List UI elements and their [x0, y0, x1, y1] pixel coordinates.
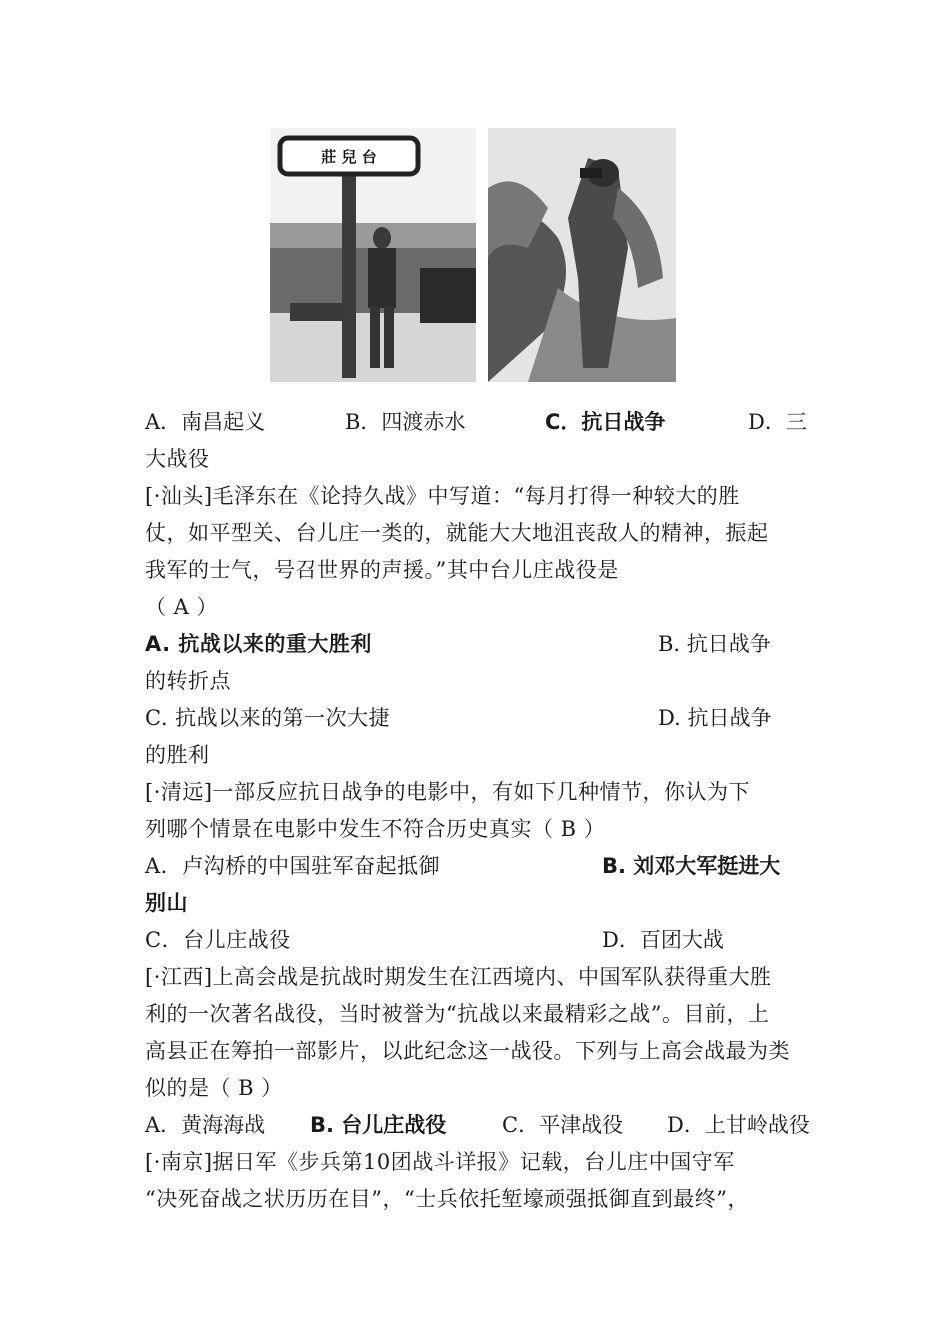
nanjing-stem-line-1: [·南京]据日军《步兵第10团战斗详报》记载，台儿庄中国守军: [145, 1150, 735, 1174]
jiangxi-stem-line-4: 似的是（ B ）: [145, 1076, 283, 1100]
jiangxi-option-c: C．平津战役: [502, 1113, 624, 1137]
jiangxi-stem-line-3: 高县正在筹拍一部影片，以此纪念这一战役。下列与上高会战最为类: [145, 1039, 790, 1063]
jiangxi-stem-line-2: 利的一次著名战役，当时被誉为“抗战以来最精彩之战”。目前，上: [145, 1002, 770, 1026]
qingyuan-stem-line-2: 列哪个情景在电影中发生不符合历史真实（ B ）: [145, 817, 606, 841]
nanjing-stem-line-2: “决死奋战之状历历在目”，“士兵依托堑壕顽强抵御直到最终”，: [145, 1187, 749, 1211]
jiangxi-stem-line-1: [·江西]上高会战是抗战时期发生在江西境内、中国军队获得重大胜: [145, 965, 772, 989]
qingyuan-stem-line-1: [·清远]一部反应抗日战争的电影中，有如下几种情节，你认为下: [145, 780, 751, 804]
shantou-answer: （ A ）: [145, 595, 219, 619]
prev-option-a: A．南昌起义: [145, 410, 266, 434]
jiangxi-option-d: D．上甘岭战役: [667, 1113, 810, 1137]
qingyuan-option-b-answer: B. 刘邓大军挺进大: [602, 854, 781, 878]
prev-option-d-cont: 大战役: [145, 447, 210, 471]
qingyuan-option-d: D．百团大战: [602, 928, 724, 952]
shantou-stem-line-2: 仗，如平型关、台儿庄一类的，就能大大地沮丧敌人的精神，振起: [145, 521, 769, 545]
prev-option-d: D．三: [748, 410, 807, 434]
jiangxi-option-a: A．黄海海战: [145, 1113, 266, 1137]
soldier-binoculars-photo: [488, 128, 676, 382]
sign-text: 莊 兒 台: [321, 148, 377, 166]
qingyuan-option-b-cont: 别山: [145, 891, 188, 915]
shantou-option-d: D. 抗日战争: [658, 706, 772, 730]
shantou-option-b: B. 抗日战争: [658, 632, 771, 656]
prev-option-b: B．四渡赤水: [345, 410, 466, 434]
qingyuan-option-a: A．卢沟桥的中国驻军奋起抵御: [145, 854, 441, 878]
prev-option-c-answer: C．抗日战争: [545, 410, 666, 434]
shantou-stem-line-3: 我军的士气，号召世界的声援。”其中台儿庄战役是: [145, 558, 619, 582]
shantou-stem-line-1: [·汕头]毛泽东在《论持久战》中写道：“每月打得一种较大的胜: [145, 484, 740, 508]
jiangxi-option-b-answer: B. 台儿庄战役: [310, 1113, 447, 1137]
taierzhuang-sign-photo: [270, 128, 476, 382]
shantou-option-a-answer: A. 抗战以来的重大胜利: [145, 632, 372, 656]
shantou-option-b-cont: 的转折点: [145, 669, 231, 693]
qingyuan-option-c: C．台儿庄战役: [145, 928, 291, 952]
shantou-option-d-cont: 的胜利: [145, 743, 210, 767]
shantou-option-c: C. 抗战以来的第一次大捷: [145, 706, 391, 730]
